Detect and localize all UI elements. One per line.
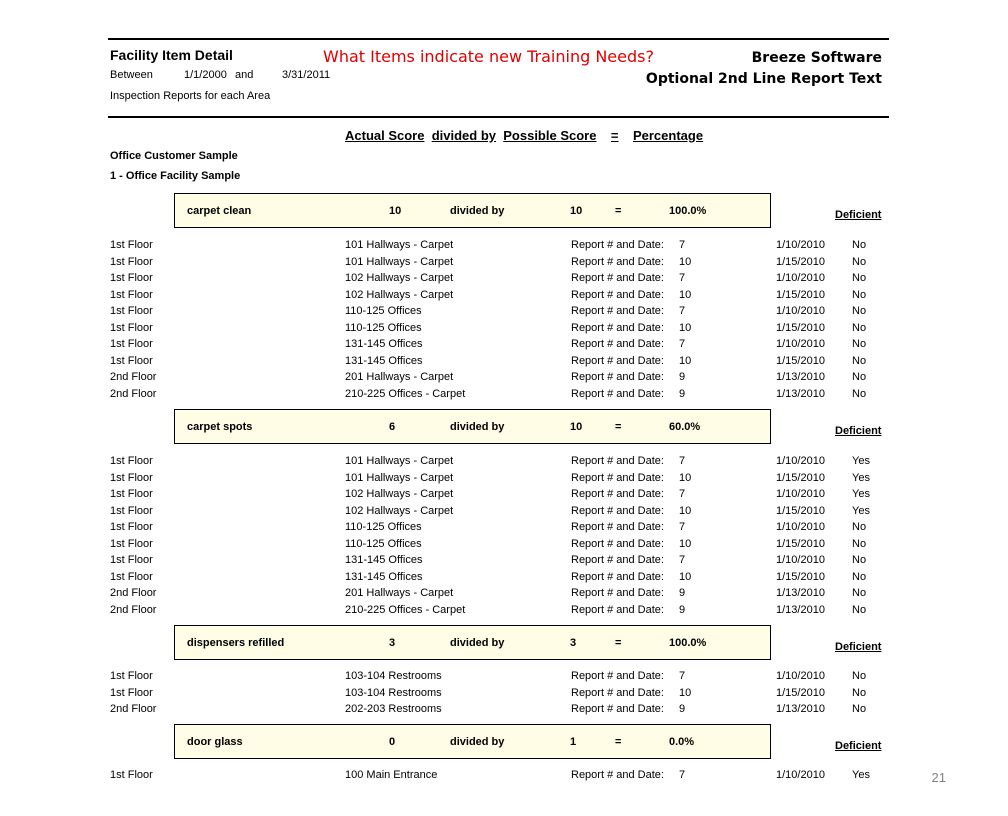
report-label: Report # and Date: (571, 239, 664, 251)
deficient-cell: No (852, 239, 867, 251)
report-number: 9 (679, 603, 686, 616)
table-row (0, 455, 1008, 471)
area-cell: 131-145 Offices (345, 354, 423, 367)
floor-cell: 1st Floor (110, 769, 153, 781)
report-number: 10 (679, 288, 692, 301)
report-label: Report # and Date: (571, 321, 664, 334)
report-number: 7 (679, 338, 686, 350)
area-cell: 201 Hallways - Carpet (345, 371, 454, 383)
report-number: 7 (679, 239, 686, 251)
deficient-cell: No (852, 387, 867, 400)
report-date: 1/13/2010 (776, 603, 825, 616)
floor-cell: 1st Floor (110, 239, 153, 251)
area-cell: 101 Hallways - Carpet (345, 471, 454, 484)
report-label: Report # and Date: (571, 537, 664, 550)
report-date: 1/15/2010 (776, 321, 825, 334)
report-number: 7 (679, 488, 686, 500)
deficient-cell: No (852, 587, 867, 599)
floor-cell: 1st Floor (110, 471, 153, 484)
report-number: 10 (679, 354, 692, 367)
formula-possible: Possible Score (503, 128, 597, 143)
report-number: 10 (679, 504, 692, 517)
divided-label: divided by (450, 205, 505, 217)
report-label: Report # and Date: (571, 554, 664, 566)
report-date: 1/15/2010 (776, 686, 825, 699)
report-label: Report # and Date: (571, 686, 664, 699)
floor-cell: 2nd Floor (110, 587, 157, 599)
percentage: 60.0% (669, 421, 701, 433)
report-date: 1/15/2010 (776, 471, 825, 484)
item-summary-box (174, 409, 771, 444)
possible-score: 10 (570, 421, 583, 433)
table-row (0, 769, 1008, 785)
table-row (0, 338, 1008, 354)
deficient-header: Deficient (835, 740, 882, 752)
table-row (0, 604, 1008, 620)
report-number: 7 (679, 521, 686, 533)
report-label: Report # and Date: (571, 305, 664, 317)
table-row (0, 703, 1008, 719)
report-date: 1/15/2010 (776, 354, 825, 367)
report-label: Report # and Date: (571, 354, 664, 367)
table-row (0, 687, 1008, 703)
report-number: 7 (679, 305, 686, 317)
table-row (0, 289, 1008, 305)
deficient-cell: No (852, 670, 867, 682)
report-date: 1/15/2010 (776, 255, 825, 268)
floor-cell: 2nd Floor (110, 703, 157, 715)
area-cell: 102 Hallways - Carpet (345, 488, 454, 500)
report-label: Report # and Date: (571, 703, 664, 715)
report-date: 1/13/2010 (776, 371, 825, 383)
table-row (0, 538, 1008, 554)
report-label: Report # and Date: (571, 272, 664, 284)
report-line-2: Optional 2nd Line Report Text (645, 71, 882, 87)
deficient-cell: No (852, 686, 867, 699)
area-cell: 210-225 Offices - Carpet (345, 387, 466, 400)
report-date: 1/10/2010 (776, 239, 825, 251)
floor-cell: 1st Floor (110, 338, 153, 350)
training-needs-callout: What Items indicate new Training Needs? (323, 47, 654, 66)
date-from: 1/1/2000 (184, 69, 227, 81)
floor-cell: 2nd Floor (110, 371, 157, 383)
report-date: 1/15/2010 (776, 537, 825, 550)
table-row (0, 571, 1008, 587)
report-label: Report # and Date: (571, 288, 664, 301)
report-number: 10 (679, 471, 692, 484)
deficient-cell: Yes (852, 769, 870, 781)
area-cell: 103-104 Restrooms (345, 670, 442, 682)
table-row (0, 388, 1008, 404)
deficient-header: Deficient (835, 209, 882, 221)
floor-cell: 1st Floor (110, 686, 153, 699)
deficient-cell: Yes (852, 504, 870, 517)
actual-score: 3 (389, 637, 396, 649)
report-number: 10 (679, 686, 692, 699)
report-date: 1/15/2010 (776, 570, 825, 583)
floor-cell: 1st Floor (110, 488, 153, 500)
report-number: 9 (679, 371, 686, 383)
report-date: 1/13/2010 (776, 703, 825, 715)
page-number: 21 (931, 770, 946, 785)
report-number: 7 (679, 670, 686, 682)
floor-cell: 1st Floor (110, 504, 153, 517)
area-cell: 100 Main Entrance (345, 769, 438, 781)
equals-sign: = (615, 736, 622, 748)
item-name: door glass (187, 736, 243, 748)
deficient-cell: Yes (852, 455, 870, 467)
report-number: 7 (679, 554, 686, 566)
deficient-cell: No (852, 321, 867, 334)
company-name: Breeze Software (751, 50, 882, 66)
divided-label: divided by (450, 421, 505, 433)
floor-cell: 1st Floor (110, 288, 153, 301)
table-row (0, 355, 1008, 371)
floor-cell: 1st Floor (110, 455, 153, 467)
report-number: 9 (679, 587, 686, 599)
divided-label: divided by (450, 736, 505, 748)
date-to: 3/31/2011 (282, 69, 331, 81)
report-date: 1/10/2010 (776, 769, 825, 781)
report-label: Report # and Date: (571, 570, 664, 583)
floor-cell: 1st Floor (110, 305, 153, 317)
deficient-header: Deficient (835, 641, 882, 653)
equals-sign: = (615, 421, 622, 433)
floor-cell: 1st Floor (110, 272, 153, 284)
report-date: 1/15/2010 (776, 288, 825, 301)
report-label: Report # and Date: (571, 504, 664, 517)
equals-sign: = (615, 637, 622, 649)
between-label: Between (110, 69, 153, 81)
report-number: 9 (679, 703, 686, 715)
item-summary-box (174, 193, 771, 228)
table-row (0, 305, 1008, 321)
floor-cell: 1st Floor (110, 670, 153, 682)
area-cell: 110-125 Offices (345, 321, 422, 334)
report-label: Report # and Date: (571, 603, 664, 616)
area-cell: 101 Hallways - Carpet (345, 255, 454, 268)
area-cell: 110-125 Offices (345, 537, 422, 550)
deficient-cell: No (852, 703, 867, 715)
equals-sign: = (615, 205, 622, 217)
floor-cell: 1st Floor (110, 537, 153, 550)
and-label: and (235, 69, 254, 81)
formula-actual: Actual Score (345, 128, 425, 143)
possible-score: 3 (570, 637, 577, 649)
report-date: 1/10/2010 (776, 554, 825, 566)
floor-cell: 1st Floor (110, 354, 153, 367)
report-date: 1/13/2010 (776, 587, 825, 599)
floor-cell: 2nd Floor (110, 387, 157, 400)
area-cell: 210-225 Offices - Carpet (345, 603, 466, 616)
area-cell: 131-145 Offices (345, 554, 423, 566)
deficient-header: Deficient (835, 425, 882, 437)
floor-cell: 1st Floor (110, 521, 153, 533)
deficient-cell: Yes (852, 471, 870, 484)
possible-score: 10 (570, 205, 583, 217)
report-number: 10 (679, 537, 692, 550)
report-label: Report # and Date: (571, 769, 664, 781)
floor-cell: 1st Floor (110, 321, 153, 334)
report-label: Report # and Date: (571, 255, 664, 268)
deficient-cell: No (852, 354, 867, 367)
deficient-cell: No (852, 570, 867, 583)
area-cell: 103-104 Restrooms (345, 686, 442, 699)
deficient-cell: No (852, 288, 867, 301)
floor-cell: 2nd Floor (110, 603, 157, 616)
table-row (0, 272, 1008, 288)
table-row (0, 521, 1008, 537)
report-label: Report # and Date: (571, 587, 664, 599)
table-row (0, 322, 1008, 338)
percentage: 0.0% (669, 736, 695, 748)
divided-label: divided by (450, 637, 505, 649)
actual-score: 6 (389, 421, 396, 433)
area-cell: 110-125 Offices (345, 521, 422, 533)
area-cell: 101 Hallways - Carpet (345, 239, 454, 251)
report-date: 1/10/2010 (776, 488, 825, 500)
report-label: Report # and Date: (571, 371, 664, 383)
floor-cell: 1st Floor (110, 255, 153, 268)
table-row (0, 670, 1008, 686)
formula-percentage: Percentage (632, 128, 704, 143)
area-cell: 202-203 Restrooms (345, 703, 442, 715)
formula-equals: = (610, 128, 619, 143)
report-number: 10 (679, 321, 692, 334)
deficient-cell: No (852, 537, 867, 550)
table-row (0, 256, 1008, 272)
report-date: 1/10/2010 (776, 670, 825, 682)
report-date: 1/15/2010 (776, 504, 825, 517)
report-date: 1/10/2010 (776, 272, 825, 284)
report-label: Report # and Date: (571, 521, 664, 533)
deficient-cell: No (852, 272, 867, 284)
report-date: 1/10/2010 (776, 305, 825, 317)
deficient-cell: No (852, 305, 867, 317)
top-rule (108, 38, 889, 40)
report-number: 9 (679, 387, 686, 400)
report-label: Report # and Date: (571, 387, 664, 400)
score-formula (345, 128, 703, 143)
actual-score: 10 (389, 205, 402, 217)
floor-cell: 1st Floor (110, 570, 153, 583)
report-date: 1/10/2010 (776, 455, 825, 467)
item-summary-box (174, 724, 771, 759)
report-date: 1/10/2010 (776, 338, 825, 350)
report-number: 10 (679, 570, 692, 583)
deficient-cell: Yes (852, 488, 870, 500)
table-row (0, 554, 1008, 570)
report-label: Report # and Date: (571, 338, 664, 350)
report-number: 7 (679, 455, 686, 467)
area-cell: 102 Hallways - Carpet (345, 288, 454, 301)
report-label: Report # and Date: (571, 471, 664, 484)
area-cell: 102 Hallways - Carpet (345, 272, 454, 284)
report-date: 1/13/2010 (776, 387, 825, 400)
table-row (0, 239, 1008, 255)
area-cell: 102 Hallways - Carpet (345, 504, 454, 517)
report-subtitle: Inspection Reports for each Area (110, 90, 271, 102)
item-name: carpet spots (187, 421, 253, 433)
report-date: 1/10/2010 (776, 521, 825, 533)
formula-divided: divided by (431, 128, 497, 143)
report-label: Report # and Date: (571, 455, 664, 467)
customer-name: Office Customer Sample (110, 150, 238, 162)
percentage: 100.0% (669, 637, 707, 649)
facility-name: 1 - Office Facility Sample (110, 170, 241, 182)
item-summary-box (174, 625, 771, 660)
table-row (0, 587, 1008, 603)
table-row (0, 472, 1008, 488)
percentage: 100.0% (669, 205, 707, 217)
report-title: Facility Item Detail (110, 47, 233, 63)
item-name: dispensers refilled (187, 637, 285, 649)
deficient-cell: No (852, 603, 867, 616)
area-cell: 131-145 Offices (345, 570, 423, 583)
table-row (0, 488, 1008, 504)
deficient-cell: No (852, 338, 867, 350)
table-row (0, 371, 1008, 387)
report-number: 7 (679, 272, 686, 284)
header-rule (108, 116, 889, 118)
floor-cell: 1st Floor (110, 554, 153, 566)
table-row (0, 505, 1008, 521)
report-label: Report # and Date: (571, 670, 664, 682)
area-cell: 131-145 Offices (345, 338, 423, 350)
area-cell: 110-125 Offices (345, 305, 422, 317)
deficient-cell: No (852, 255, 867, 268)
deficient-cell: No (852, 554, 867, 566)
report-number: 7 (679, 769, 686, 781)
report-number: 10 (679, 255, 692, 268)
report-label: Report # and Date: (571, 488, 664, 500)
deficient-cell: No (852, 521, 867, 533)
possible-score: 1 (570, 736, 577, 748)
area-cell: 201 Hallways - Carpet (345, 587, 454, 599)
actual-score: 0 (389, 736, 396, 748)
area-cell: 101 Hallways - Carpet (345, 455, 454, 467)
deficient-cell: No (852, 371, 867, 383)
item-name: carpet clean (187, 205, 252, 217)
